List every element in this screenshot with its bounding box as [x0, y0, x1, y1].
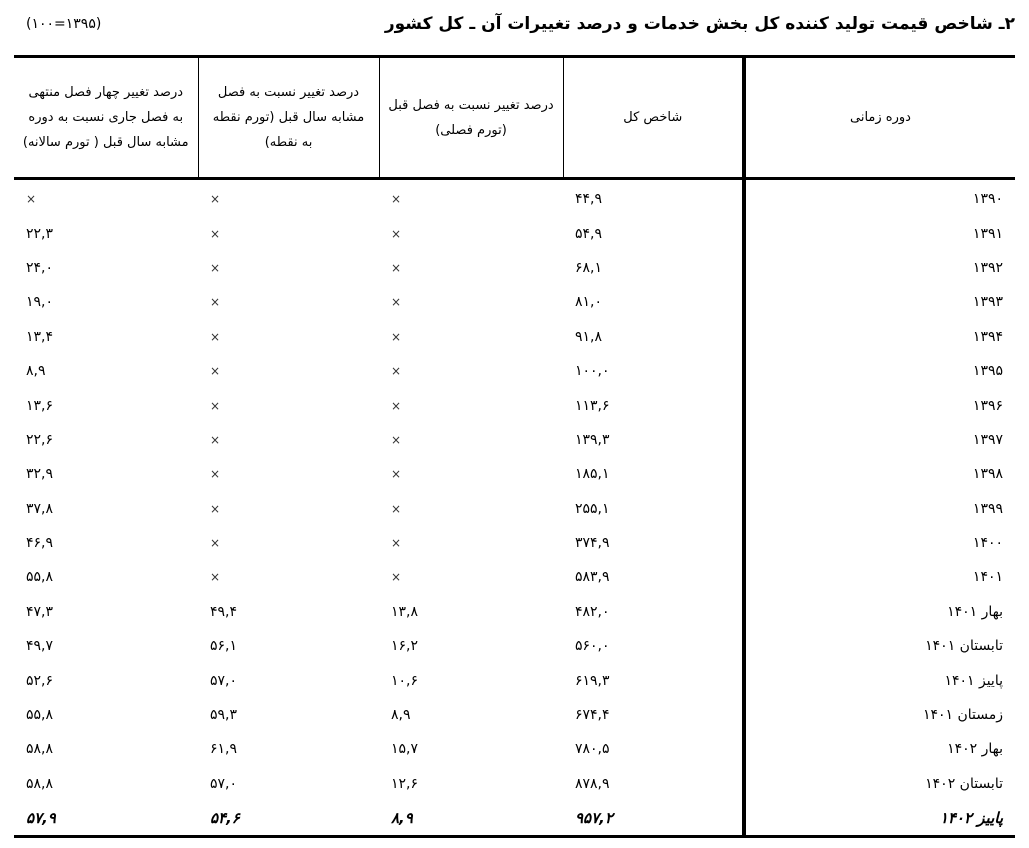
row-index-value: ۴۸۲,۰ — [575, 603, 610, 620]
row-annual-change: ۲۲,۶ — [26, 431, 54, 448]
row-index-value: ۱۸۵,۱ — [575, 466, 610, 483]
row-seasonal-change: ۱۳,۸ — [391, 603, 419, 620]
row-annual-change: ۴۹,۷ — [26, 638, 54, 655]
row-index-value: ۱۱۳,۶ — [575, 397, 610, 414]
row-seasonal-change: × — [391, 295, 402, 310]
table-row — [14, 285, 1015, 319]
row-index-value: ۳۷۴,۹ — [575, 535, 610, 552]
header-point-change: درصد تغییر نسبت به فصل مشابه سال قبل (تورم نقطه به نقطه) — [198, 57, 379, 179]
row-index-value: ۸۱,۰ — [575, 294, 603, 311]
row-point-change: ۵۹,۳ — [210, 707, 238, 724]
row-point-change: × — [210, 329, 221, 344]
row-seasonal-change: × — [391, 364, 402, 379]
row-seasonal-change: × — [391, 432, 402, 447]
header-seasonal-change: درصد تغییر نسبت به فصل قبل (تورم فصلی) — [379, 57, 563, 179]
table-row — [14, 629, 1015, 663]
table-row — [14, 354, 1015, 388]
row-point-change: × — [210, 536, 221, 551]
row-index-value: ۸۷۸,۹ — [575, 775, 610, 792]
row-annual-change: × — [26, 192, 37, 207]
table-row — [14, 560, 1015, 594]
table-row — [14, 320, 1015, 354]
table-row — [14, 595, 1015, 629]
row-period: ۱۳۹۲ — [744, 251, 1015, 285]
row-index-value: ۶۸,۱ — [575, 259, 603, 276]
row-index-value: ۱۰۰,۰ — [575, 363, 610, 380]
row-seasonal-change: × — [391, 192, 402, 207]
header-period: دوره زمانی — [744, 57, 1015, 179]
row-point-change: ۵۷,۰ — [210, 775, 238, 792]
row-period: ۱۳۹۵ — [744, 354, 1015, 388]
row-seasonal-change: × — [391, 398, 402, 413]
row-point-change: ۶۱,۹ — [210, 741, 238, 758]
table-row — [14, 388, 1015, 422]
table-row — [14, 251, 1015, 285]
table-row — [14, 492, 1015, 526]
row-period: ۱۴۰۱ — [744, 560, 1015, 594]
price-index-table — [14, 55, 1015, 838]
row-seasonal-change: ۸,۹ — [391, 707, 411, 724]
table-row — [14, 767, 1015, 801]
row-annual-change: ۲۲,۳ — [26, 225, 54, 242]
row-annual-change: ۱۹,۰ — [26, 294, 54, 311]
row-annual-change: ۳۷,۸ — [26, 500, 54, 517]
row-annual-change: ۵۵,۸ — [26, 569, 54, 586]
row-point-change: × — [210, 260, 221, 275]
row-period: ۱۳۹۹ — [744, 492, 1015, 526]
row-period: ۱۳۹۶ — [744, 388, 1015, 422]
row-point-change: × — [210, 398, 221, 413]
row-point-change: × — [210, 295, 221, 310]
row-period: بهار ۱۴۰۱ — [744, 595, 1015, 629]
row-point-change: ۵۴,۶ — [198, 801, 379, 837]
row-annual-change: ۱۳,۶ — [26, 397, 54, 414]
row-annual-change: ۵۸,۸ — [26, 775, 54, 792]
row-period: ۱۳۹۰ — [744, 179, 1015, 217]
row-annual-change: ۸,۹ — [26, 363, 46, 380]
row-point-change: ۵۷,۰ — [210, 672, 238, 689]
row-seasonal-change: × — [391, 467, 402, 482]
row-period: ۱۳۹۸ — [744, 457, 1015, 491]
row-point-change: × — [210, 570, 221, 585]
row-index-value: ۹۵۷,۲ — [563, 801, 744, 837]
page-title: ۲ـ شاخص قیمت تولید کننده کل بخش خدمات و درصد تغییرات آن ـ کل کشور — [384, 14, 1015, 34]
row-index-value: ۶۱۹,۳ — [575, 672, 610, 689]
header-annual-change: درصد تغییر چهار فصل منتهی به فصل جاری نسبت به دوره مشابه سال قبل ( تورم سالانه) — [14, 57, 198, 179]
row-seasonal-change: × — [391, 570, 402, 585]
row-period: تابستان ۱۴۰۲ — [744, 767, 1015, 801]
row-annual-change: ۵۷,۹ — [14, 801, 198, 837]
row-index-value: ۴۴,۹ — [575, 191, 603, 208]
row-annual-change: ۲۴,۰ — [26, 259, 54, 276]
row-period: پاییز ۱۴۰۱ — [744, 663, 1015, 697]
row-period: تابستان ۱۴۰۱ — [744, 629, 1015, 663]
row-period: بهار ۱۴۰۲ — [744, 732, 1015, 766]
row-seasonal-change: × — [391, 260, 402, 275]
base-year-label: (۱۳۹۵=۱۰۰) — [26, 16, 102, 32]
row-point-change: × — [210, 432, 221, 447]
row-period: ۱۴۰۰ — [744, 526, 1015, 560]
row-seasonal-change: ۱۵,۷ — [391, 741, 419, 758]
row-seasonal-change: ۱۰,۶ — [391, 672, 419, 689]
table-row — [14, 457, 1015, 491]
table-row — [14, 732, 1015, 766]
table-row — [14, 179, 1015, 217]
row-period: ۱۳۹۴ — [744, 320, 1015, 354]
row-index-value: ۱۳۹,۳ — [575, 431, 610, 448]
row-index-value: ۷۸۰,۵ — [575, 741, 610, 758]
row-point-change: × — [210, 467, 221, 482]
row-point-change: × — [210, 364, 221, 379]
row-annual-change: ۳۲,۹ — [26, 466, 54, 483]
row-index-value: ۶۷۴,۴ — [575, 707, 610, 724]
row-seasonal-change: × — [391, 329, 402, 344]
row-period: ۱۳۹۱ — [744, 216, 1015, 250]
row-point-change: ۵۶,۱ — [210, 638, 238, 655]
table-row — [14, 423, 1015, 457]
row-seasonal-change: × — [391, 536, 402, 551]
row-period: ۱۳۹۳ — [744, 285, 1015, 319]
table-row — [14, 801, 1015, 837]
row-period: پاییز ۱۴۰۲ — [744, 801, 1015, 837]
row-seasonal-change: ۱۲,۶ — [391, 775, 419, 792]
row-point-change: × — [210, 501, 221, 516]
row-index-value: ۵۸۳,۹ — [575, 569, 610, 586]
row-annual-change: ۵۵,۸ — [26, 707, 54, 724]
row-point-change: × — [210, 192, 221, 207]
row-annual-change: ۴۶,۹ — [26, 535, 54, 552]
row-seasonal-change: ۸,۹ — [379, 801, 563, 837]
row-point-change: ۴۹,۴ — [210, 603, 238, 620]
row-annual-change: ۵۲,۶ — [26, 672, 54, 689]
row-annual-change: ۴۷,۳ — [26, 603, 54, 620]
row-index-value: ۲۵۵,۱ — [575, 500, 610, 517]
row-index-value: ۵۴,۹ — [575, 225, 603, 242]
row-period: زمستان ۱۴۰۱ — [744, 698, 1015, 732]
row-seasonal-change: × — [391, 501, 402, 516]
table-row — [14, 698, 1015, 732]
row-annual-change: ۱۳,۴ — [26, 328, 54, 345]
row-index-value: ۹۱,۸ — [575, 328, 603, 345]
row-index-value: ۵۶۰,۰ — [575, 638, 610, 655]
row-annual-change: ۵۸,۸ — [26, 741, 54, 758]
table-row — [14, 526, 1015, 560]
row-point-change: × — [210, 226, 221, 241]
table-row — [14, 663, 1015, 697]
header-index: شاخص کل — [563, 57, 744, 179]
row-period: ۱۳۹۷ — [744, 423, 1015, 457]
table-header-row — [14, 57, 1015, 179]
table-body — [14, 179, 1015, 837]
row-seasonal-change: ۱۶,۲ — [391, 638, 419, 655]
table-row — [14, 216, 1015, 250]
row-seasonal-change: × — [391, 226, 402, 241]
